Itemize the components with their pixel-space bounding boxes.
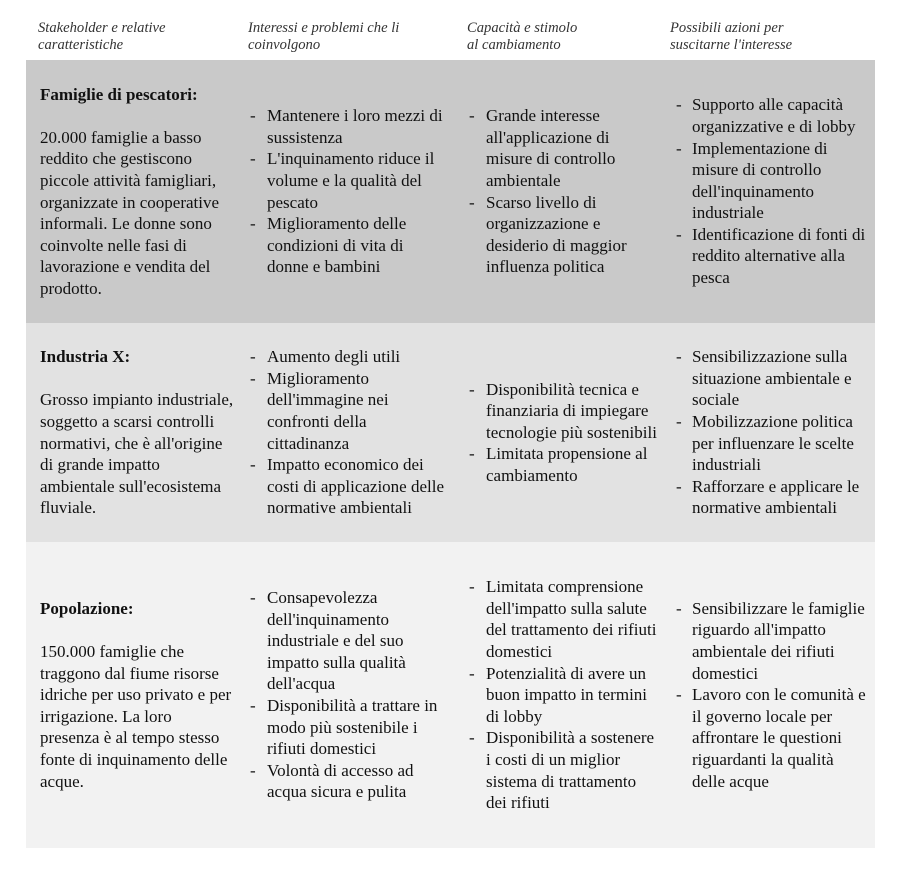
header-actions-text: Possibili azioni per suscitarne l'interesse — [670, 20, 793, 53]
list-item: - Mobilizzazione politica per influenzare le scelte industriali — [672, 411, 870, 476]
list-item: - Sensibilizzare le famiglie riguardo all'impatto ambientale dei rifiuti domestici — [672, 598, 870, 684]
capacity-cell — [469, 542, 659, 848]
list-item: - Mantenere i loro mezzi di sussistenza — [250, 105, 448, 148]
interests-list — [250, 105, 448, 278]
table-row — [26, 60, 875, 323]
list-item: - Identificazione di fonti di reddito alternative alla pesca — [672, 224, 870, 289]
stakeholder-cell — [40, 542, 235, 848]
stakeholder-description: 20.000 famiglie a basso reddito che gestiscono piccole attività famigliari, organizzate in cooperative informali. Le donne sono coinvolte nelle fasi di lavorazione e vendita del prodotto. — [40, 127, 220, 298]
capacity-list — [469, 379, 659, 487]
list-item: - Miglioramento delle condizioni di vita di donne e bambini — [250, 213, 448, 278]
table-row — [26, 323, 875, 542]
list-item: - Volontà di accesso ad acqua sicura e pulita — [250, 760, 448, 803]
capacity-list — [469, 576, 659, 814]
list-item: - Disponibilità a trattare in modo più sostenibile i rifiuti domestici — [250, 695, 448, 760]
header-stakeholder-text: Stakeholder e relative caratteristiche — [38, 20, 166, 53]
actions-cell — [672, 542, 870, 848]
actions-list — [672, 598, 870, 792]
capacity-cell — [469, 323, 659, 542]
header-capacity — [467, 20, 657, 54]
interests-list — [250, 346, 448, 519]
stakeholder-name: Industria X: — [40, 347, 131, 367]
capacity-cell — [469, 60, 659, 323]
actions-list — [672, 346, 870, 519]
stakeholder-name: Famiglie di pescatori: — [40, 84, 198, 104]
list-item: - Consapevolezza dell'inquinamento industriale e del suo impatto sulla qualità dell'acqua — [250, 587, 448, 695]
list-item: - Sensibilizzazione sulla situazione ambientale e sociale — [672, 346, 870, 411]
list-item: - Grande interesse all'applicazione di misure di controllo ambientale — [469, 105, 659, 191]
stakeholder-description: 150.000 famiglie che traggono dal fiume risorse idriche per uso privato e per irrigazione. La loro presenza è al tempo stesso fonte di inquinamento delle acque. — [40, 642, 232, 791]
list-item: - Scarso livello di organizzazione e desiderio di maggior influenza politica — [469, 192, 659, 278]
capacity-list — [469, 105, 659, 278]
table-header — [0, 20, 900, 60]
list-item: - Lavoro con le comunità e il governo locale per affrontare le questioni riguardanti la qualità delle acque — [672, 684, 870, 792]
stakeholder-cell — [40, 60, 235, 323]
header-interests — [248, 20, 458, 54]
actions-cell — [672, 60, 870, 323]
table-row — [26, 542, 875, 848]
interests-cell — [250, 542, 448, 848]
list-item: - L'inquinamento riduce il volume e la qualità del pescato — [250, 148, 448, 213]
list-item: - Miglioramento dell'immagine nei confronti della cittadinanza — [250, 368, 448, 454]
header-actions — [670, 20, 870, 54]
interests-cell — [250, 60, 448, 323]
stakeholder-cell — [40, 323, 235, 542]
stakeholder-name: Popolazione: — [40, 598, 134, 618]
interests-list — [250, 587, 448, 803]
list-item: - Implementazione di misure di controllo dell'inquinamento industriale — [672, 138, 870, 224]
list-item: - Supporto alle capacità organizzative e di lobby — [672, 94, 870, 137]
actions-cell — [672, 323, 870, 542]
list-item: - Rafforzare e applicare le normative ambientali — [672, 476, 870, 519]
actions-list — [672, 94, 870, 288]
list-item: - Impatto economico dei costi di applicazione delle normative ambientali — [250, 454, 448, 519]
list-item: - Disponibilità a sostenere i costi di un miglior sistema di trattamento dei rifiuti — [469, 727, 659, 813]
header-stakeholder — [38, 20, 238, 54]
interests-cell — [250, 323, 448, 542]
list-item: - Limitata propensione al cambiamento — [469, 443, 659, 486]
header-interests-text: Interessi e problemi che li coinvolgono — [248, 20, 400, 53]
list-item: - Disponibilità tecnica e finanziaria di impiegare tecnologie più sostenibili — [469, 379, 659, 444]
header-capacity-text: Capacità e stimolo al cambiamento — [467, 20, 578, 53]
list-item: - Aumento degli utili — [250, 346, 448, 368]
stakeholder-description: Grosso impianto industriale, soggetto a scarsi controlli normativi, che è all'origine di grande impatto ambientale sull'ecosistema fluviale. — [40, 390, 234, 518]
list-item: - Limitata comprensione dell'impatto sulla salute del trattamento dei rifiuti domestici — [469, 576, 659, 662]
list-item: - Potenzialità di avere un buon impatto in termini di lobby — [469, 663, 659, 728]
